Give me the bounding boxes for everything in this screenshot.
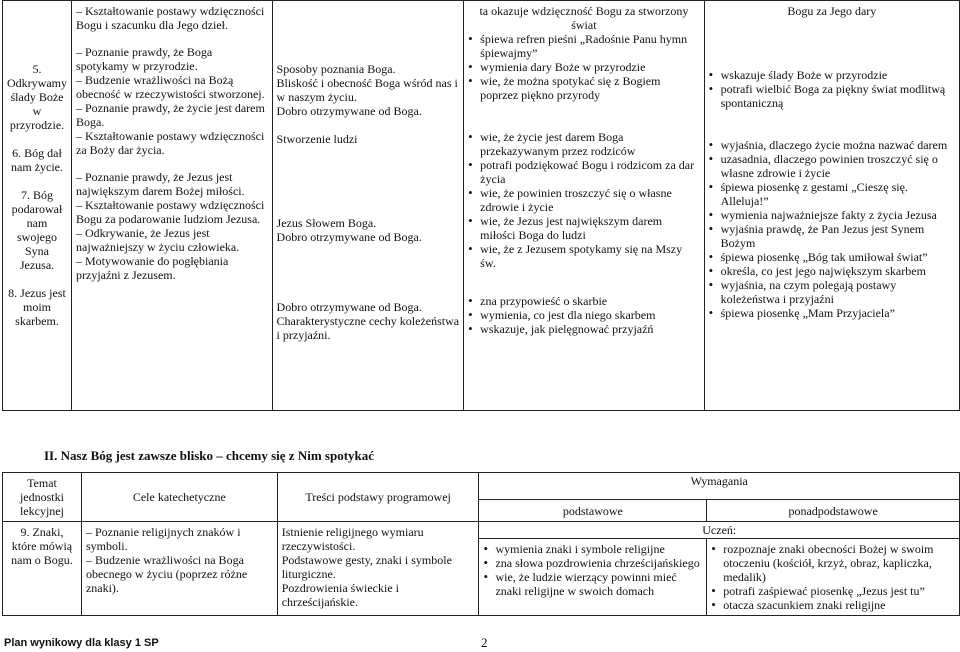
advanced-item: • śpiewa piosenkę z gestami „Cieszę się. Alleluja!” — [709, 180, 955, 208]
advanced-item: • wyjaśnia, dlaczego życie można nazwać darem — [709, 138, 955, 152]
goal-item: – Poznanie religijnych znaków i symboli. — [86, 525, 273, 553]
goal-item: – Kształtowanie postawy wdzięczności za Boży dar życia. — [76, 129, 268, 157]
advanced-item: • śpiewa piosenkę „Mam Przyjaciela” — [709, 306, 955, 320]
basic-item: • śpiewa refren pieśni „Radośnie Panu hymn śpiewajmy” — [468, 32, 699, 60]
content-item: Sposoby poznania Boga. — [276, 62, 396, 76]
basic-item: • zna przypowieść o skarbie — [468, 294, 699, 308]
content-item: Jezus Słowem Boga. — [276, 216, 377, 230]
basic-item: • wie, że życie jest darem Boga przekazywanym przez rodziców — [468, 130, 699, 158]
basic-item: • wie, że ludzie wierzący powinni mieć znaki religijne w swoich domach — [483, 570, 702, 598]
basic-item: • wie, że Jezus jest największym darem miłości Boga do ludzi — [468, 214, 699, 242]
page-number: 2 — [481, 635, 488, 650]
advanced-item: • rozpoznaje znaki obecności Bożej w swoim otoczeniu (kościół, krzyż, obraz, kapliczka, medalik) — [711, 542, 955, 584]
header-requirements: Wymagania — [479, 473, 960, 500]
basic-requirements-column — [464, 1, 704, 411]
goals-column — [72, 1, 273, 411]
goal-item: – Motywowanie do pogłębiania przyjaźni z Jezusem. — [76, 254, 268, 282]
footer-text: Plan wynikowy dla klasy 1 SP — [4, 637, 159, 649]
topic-8: 8. Jezus jest moim skarbem. — [8, 286, 66, 328]
advanced-item: • potrafi zaśpiewać piosenkę „Jezus jest tu” — [711, 584, 955, 598]
top-table — [2, 0, 960, 411]
advanced-item: • wymienia najważniejsze fakty z życia Jezusa — [709, 208, 955, 222]
lesson-content — [277, 522, 479, 616]
basic-item: • wymienia dary Boże w przyrodzie — [468, 60, 699, 74]
lesson-advanced — [707, 539, 960, 616]
lesson-basic — [479, 539, 707, 616]
section-title: II. Nasz Bóg jest zawsze blisko – chcemy się z Nim spotykać — [44, 448, 375, 463]
advanced-item: • wskazuje ślady Boże w przyrodzie — [709, 68, 955, 82]
lesson-topic: 9. Znaki, które mówią nam o Bogu. — [3, 522, 82, 616]
advanced-item: • potrafi wielbić Boga za piękny świat modlitwą spontaniczną — [709, 82, 955, 110]
goal-item: – Kształtowanie postawy wdzięczności Bogu i szacunku dla Jego dzieł. — [76, 4, 268, 32]
content-item: Podstawowe gesty, znaki i symbole liturgiczne. — [281, 553, 452, 581]
content-item: Istnienie religijnego wymiaru rzeczywistości. — [281, 525, 424, 553]
advanced-item: • wyjaśnia, na czym polegają postawy koleżeństwa i przyjaźni — [709, 278, 955, 306]
advanced-continued-text: Bogu za Jego dary — [787, 4, 877, 18]
goal-item: – Kształtowanie postawy wdzięczności Bogu za podarowanie ludziom Jezusa. — [76, 198, 268, 226]
topic-6: 6. Bóg dał nam życie. — [11, 146, 63, 174]
goal-item: – Budzenie wrażliwości na Boga obecnego w życiu (poprzez różne znaki). — [86, 553, 273, 595]
content-item: Bliskość i obecność Boga wśród nas i w naszym życiu. — [276, 76, 458, 104]
header-goals: Cele katechetyczne — [81, 473, 277, 522]
goal-item: – Poznanie prawdy, że Boga spotykamy w przyrodzie. — [76, 45, 268, 73]
advanced-item: • uzasadnia, dlaczego powinien troszczyć się o własne zdrowie i życie — [709, 152, 955, 180]
topic-7: 7. Bóg podarował nam swojego Syna Jezusa. — [11, 188, 63, 272]
basic-item: • wie, że z Jezusem spotykamy się na Mszy św. — [468, 242, 699, 270]
content-column — [272, 1, 464, 411]
header-topic: Temat jednostki lekcyjnej — [3, 473, 82, 522]
advanced-item: • śpiewa piosenkę „Bóg tak umiłował świat” — [709, 250, 955, 264]
basic-item: • wie, że można spotykać się z Bogiem poprzez piękno przyrody — [468, 74, 699, 102]
basic-item: • zna słowa pozdrowienia chrześcijańskiego — [483, 556, 702, 570]
advanced-item: • otacza szacunkiem znaki religijne — [711, 598, 955, 612]
basic-item: • wie, że powinien troszczyć się o własne zdrowie i życie — [468, 186, 699, 214]
content-item: Dobro otrzymywane od Boga. — [276, 230, 422, 244]
advanced-item: • wyjaśnia prawdę, że Pan Jezus jest Synem Bożym — [709, 222, 955, 250]
content-item: Charakterystyczne cechy koleżeństwa i przyjaźni. — [276, 314, 460, 342]
basic-item: • wskazuje, jak pielęgnować przyjaźń — [468, 322, 699, 336]
content-item: Dobro otrzymywane od Boga. — [276, 300, 422, 314]
basic-continued-text: ta okazuje wdzięczność Bogu za stworzony świat — [479, 4, 689, 32]
topic-5: 5. Odkrywamy ślady Boże w przyrodzie. — [7, 62, 67, 132]
bottom-table — [2, 472, 960, 616]
goal-item: – Poznanie prawdy, że życie jest darem Boga. — [76, 101, 268, 129]
goal-item: – Budzenie wrażliwości na Bożą obecność w rzeczywistości stworzonej. — [76, 73, 268, 101]
goal-item: – Poznanie prawdy, że Jezus jest największym darem Bożej miłości. — [76, 170, 268, 198]
lesson-goals — [81, 522, 277, 616]
basic-item: • potrafi podziękować Bogu i rodzicom za dar życia — [468, 158, 699, 186]
basic-item: • wymienia, co jest dla niego skarbem — [468, 308, 699, 322]
content-item: Stworzenie ludzi — [276, 132, 358, 146]
content-item: Dobro otrzymywane od Boga. — [276, 104, 422, 118]
advanced-item: • określa, co jest jego największym skarbem — [709, 264, 955, 278]
basic-item: • wymienia znaki i symbole religijne — [483, 542, 702, 556]
goal-item: – Odkrywanie, że Jezus jest najważniejszy w życiu człowieka. — [76, 226, 268, 254]
header-basic: podstawowe — [479, 500, 707, 522]
header-student: Uczeń: — [479, 522, 960, 539]
content-item: Pozdrowienia świeckie i chrześcijańskie. — [281, 581, 400, 609]
topics-column — [3, 1, 72, 411]
header-content: Treści podstawy programowej — [277, 473, 479, 522]
advanced-requirements-column — [704, 1, 959, 411]
header-advanced: ponadpodstawowe — [707, 500, 960, 522]
